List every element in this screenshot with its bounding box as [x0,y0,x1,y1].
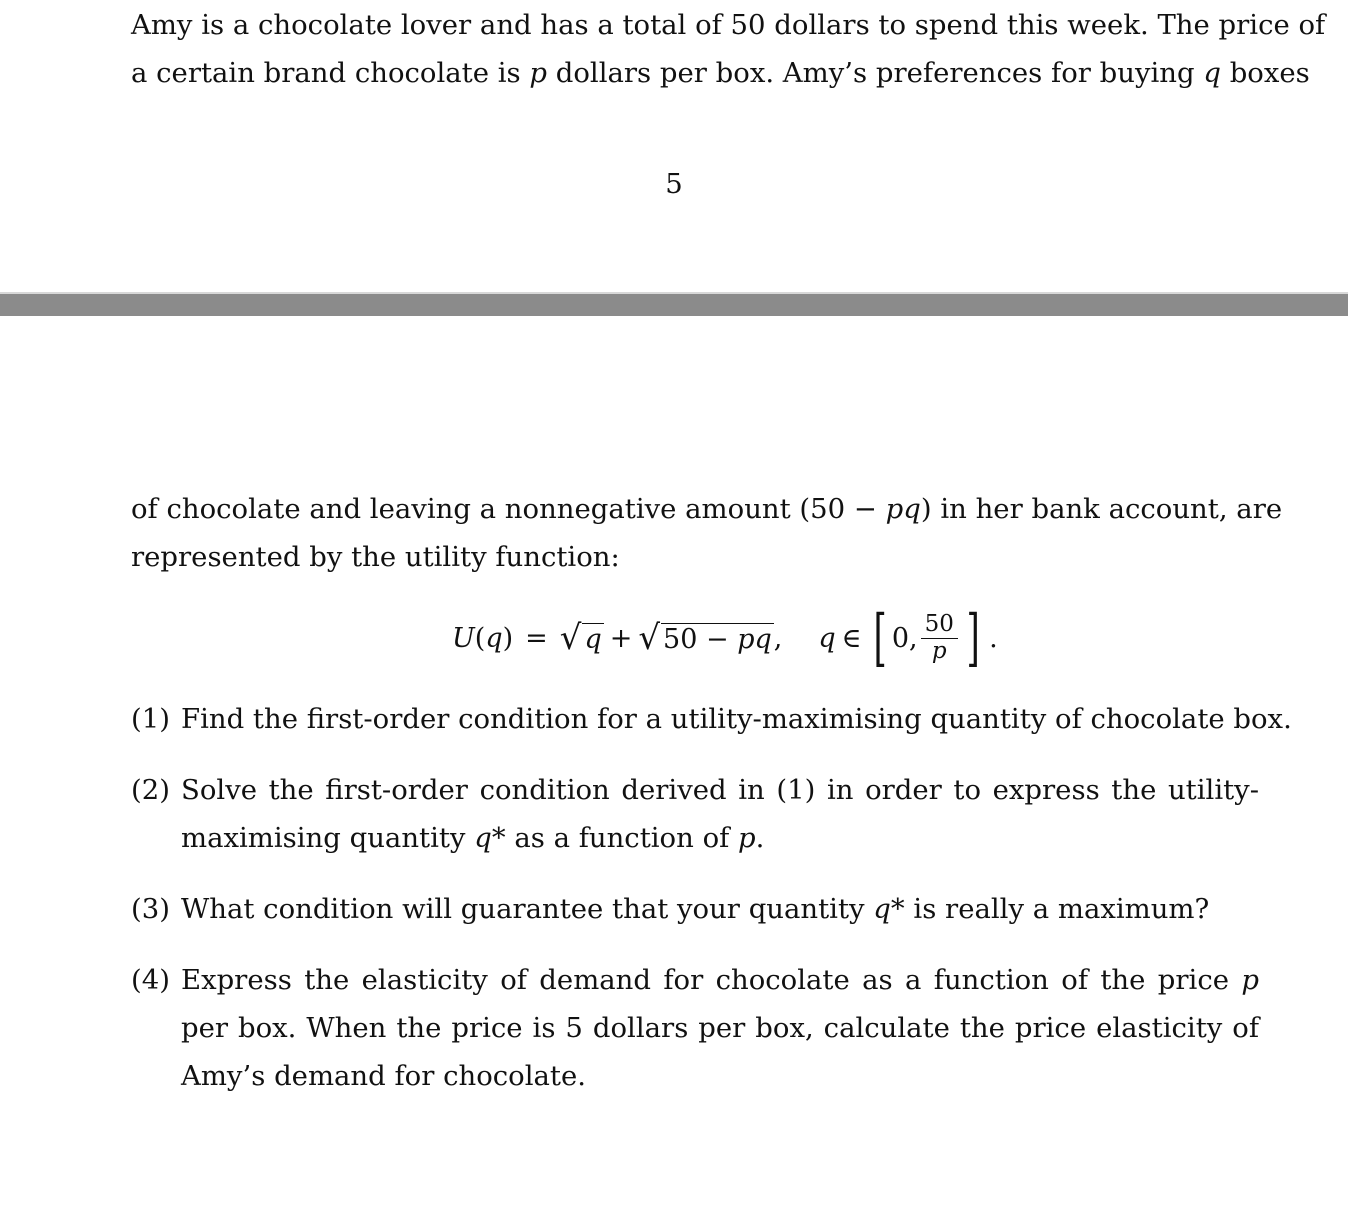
math-var-q: q [1203,57,1221,89]
question-text: What condition will guarantee that your quantity q* is really a maximum? [181,893,1210,925]
text: Amy is a chocolate lover and has a total of 50 dollars to spend this week. The price of [131,9,1326,41]
left-bracket: [ [873,601,887,674]
sqrt-1: √ q [559,618,602,658]
eq-plus: + [609,622,633,654]
eq-domain-var: q [818,622,836,654]
text: dollars per box. Amy’s preferences for buying [547,57,1204,89]
fraction: $\frac{50}{p}$ [921,612,958,664]
eq-fn: U [452,622,475,654]
eq-period: . [989,622,998,654]
math-var-p: p [529,57,547,89]
page-separator [0,292,1348,316]
paragraph-line-1 [131,1,1326,49]
question-label: (3) [131,893,170,925]
text: of chocolate and leaving a nonnegative amount [131,493,800,525]
text: a certain brand chocolate is [131,57,530,89]
question-text: Solve the first-order condition derived in (1) in order to express the utility-maximising quantity q* as a function of p. [181,774,1259,854]
eq-equals: = [525,622,548,654]
sqrt-2: √ 50 − pq [638,618,772,658]
question-4 [131,956,1259,1100]
eq-comma: , [773,622,783,654]
question-1 [131,695,1292,743]
paragraph-line-4 [131,533,1255,581]
question-label: (1) [131,703,170,735]
text: boxes [1220,57,1310,89]
question-2 [131,766,1259,862]
interval-lower: 0, [891,622,918,654]
right-bracket: ] [966,601,980,674]
question-text: Express the elasticity of demand for chocolate as a function of the price p per box. When the price is 5 dollars per box, calculate the price elasticity of Amy’s demand for chocolate. [181,964,1259,1092]
text: in her bank account, are [931,493,1283,525]
math-expr: (50 − pq) [799,493,932,525]
paragraph-line-3 [131,485,1283,533]
eq-in: ∈ [841,622,862,654]
utility-equation: U ( q ) = √ q + √ 50 − pq , q ∈ [ 0, $\frac{50}{p}$ ] . [452,601,998,674]
question-3 [131,885,1259,933]
question-list [131,695,1292,1123]
question-label: (2) [131,774,170,806]
paragraph-line-2 [131,49,1310,97]
page-number: 5 [665,168,683,200]
eq-arg: q [485,622,503,654]
question-text: Find the first-order condition for a utility-maximising quantity of chocolate box. [181,703,1292,735]
text: represented by the utility function: [131,541,620,573]
question-label: (4) [131,964,170,996]
